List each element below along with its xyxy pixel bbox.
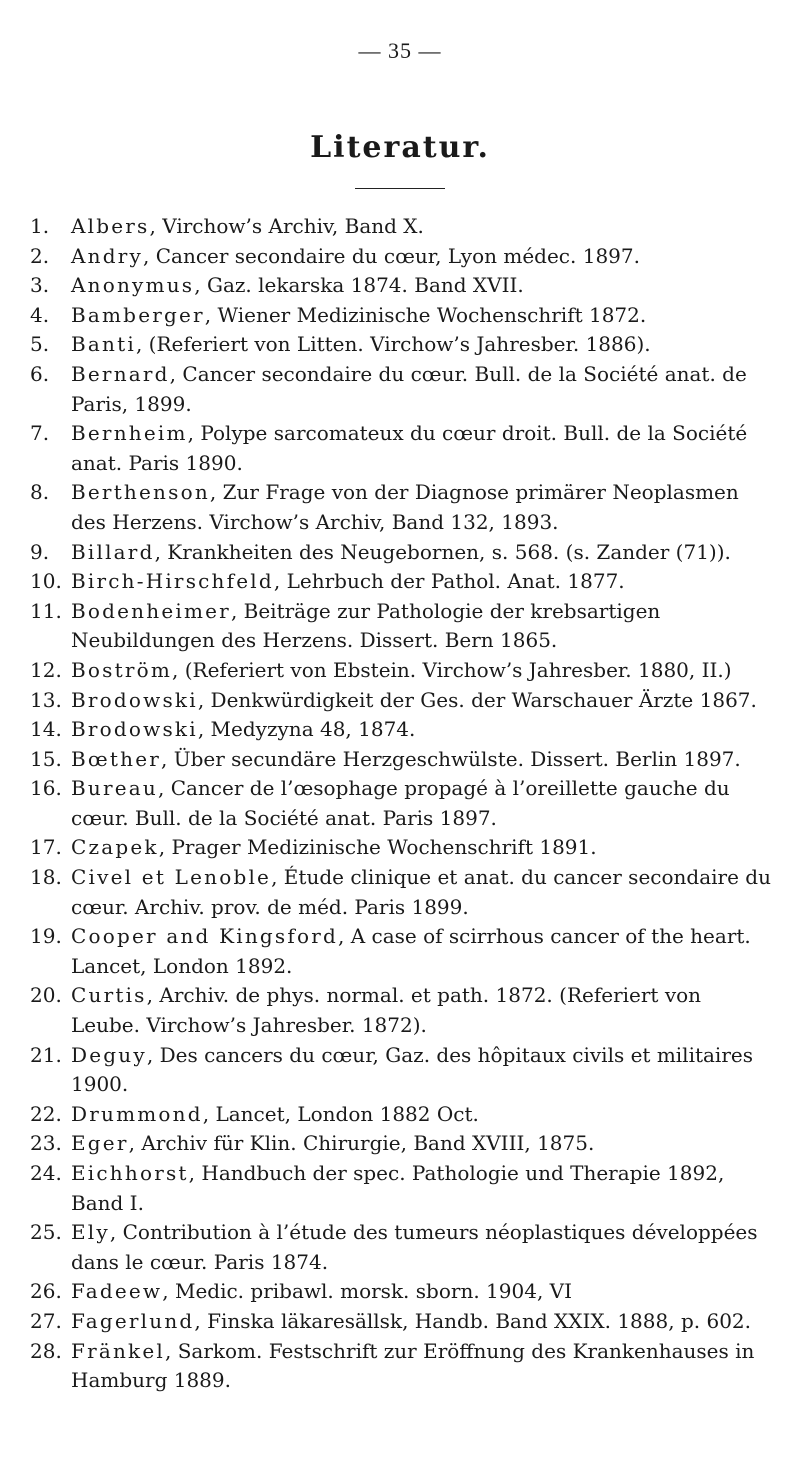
entry-number: 13.	[30, 687, 62, 712]
entry-citation: , Handbuch der spec. Pathologie und Therapie 1892, Band I.	[71, 1161, 725, 1215]
entry-author: Fränkel	[71, 1338, 165, 1363]
bibliography-entry	[30, 242, 775, 272]
entry-citation: , Gaz. lekarska 1874. Band XVII.	[194, 273, 524, 298]
entry-author: Bernard	[71, 361, 170, 386]
bibliography-entry	[30, 419, 775, 478]
entry-author: Berthenson	[71, 480, 210, 505]
entry-number: 15.	[30, 746, 62, 771]
entry-citation: , Denkwürdigkeit der Ges. der Warschauer Ärzte 1867.	[197, 687, 757, 712]
entry-number: 20.	[30, 983, 62, 1008]
entry-author: Bamberger	[71, 302, 205, 327]
entry-number: 27.	[30, 1308, 62, 1333]
bibliography-entry	[30, 1129, 775, 1159]
entry-citation: , Lancet, London 1882 Oct.	[202, 1101, 479, 1126]
bibliography-entry	[30, 656, 775, 686]
entry-citation: , Cancer secondaire du cœur. Bull. de la Société anat. de Paris, 1899.	[71, 361, 747, 416]
entry-citation: , Des cancers du cœur, Gaz. des hôpitaux civils et militaires 1900.	[71, 1042, 753, 1097]
entry-citation: , Zur Frage von der Diagnose primärer Neoplasmen des Herzens. Virchow’s Archiv, Band 132, 1893.	[71, 480, 739, 534]
entry-author: Fadeew	[71, 1279, 163, 1304]
bibliography-entry	[30, 1218, 775, 1277]
bibliography-entry	[30, 833, 775, 863]
entry-number: 11.	[30, 598, 62, 623]
bibliography-entry	[30, 301, 775, 331]
entry-citation: , Archiv. de phys. normal. et path. 1872. (Referiert von Leube. Virchow’s Jahresber. 1872).	[71, 983, 702, 1038]
entry-number: 25.	[30, 1220, 62, 1245]
entry-citation: , Finska läkaresällsk, Handb. Band XXIX. 1888, p. 602.	[194, 1308, 751, 1333]
entry-citation: , Über secundäre Herzgeschwülste. Dissert. Berlin 1897.	[161, 746, 741, 771]
entry-citation: , Étude clinique et anat. du cancer secondaire du cœur. Archiv. prov. de méd. Paris 1899.	[71, 865, 771, 919]
bibliography-entry	[30, 1337, 775, 1396]
entry-number: 22.	[30, 1101, 62, 1126]
bibliography-entry	[30, 1041, 775, 1100]
entry-author: Drummond	[71, 1101, 203, 1126]
entry-author: Bœther	[71, 746, 161, 771]
entry-number: 9.	[30, 539, 50, 564]
entry-number: 4.	[30, 302, 50, 327]
bibliography-entry	[30, 567, 775, 597]
entry-author: Cooper and Kingsford	[71, 924, 338, 949]
entry-author: Deguy	[71, 1042, 147, 1067]
entry-citation: , Wiener Medizinische Wochenschrift 1872.	[204, 302, 647, 327]
bibliography-entry	[30, 1100, 775, 1130]
entry-citation: , Medic. pribawl. morsk. sborn. 1904, VI	[162, 1279, 572, 1304]
bibliography-entry	[30, 538, 775, 568]
bibliography-entry	[30, 745, 775, 775]
entry-number: 23.	[30, 1131, 62, 1156]
entry-author: Anonymus	[71, 273, 195, 298]
entry-author: Billard	[71, 539, 155, 564]
entry-number: 24.	[30, 1161, 62, 1185]
entry-number: 26.	[30, 1279, 62, 1304]
entry-number: 19.	[30, 924, 62, 949]
entry-author: Ely	[71, 1220, 110, 1245]
entry-number: 1.	[30, 214, 50, 238]
bibliography-entry	[30, 1277, 775, 1307]
entry-citation: , Prager Medizinische Wochenschrift 1891.	[158, 835, 597, 860]
bibliography-entry	[30, 597, 775, 656]
entry-author: Fagerlund	[71, 1308, 195, 1333]
entry-author: Curtis	[71, 983, 147, 1008]
bibliography-entry	[30, 330, 775, 360]
entry-citation: , A case of scirrhous cancer of the heart. Lancet, London 1892.	[71, 924, 751, 978]
entry-number: 7.	[30, 421, 50, 446]
bibliography-entry	[30, 715, 775, 745]
bibliography-entry	[30, 271, 775, 301]
entry-number: 6.	[30, 361, 50, 386]
entry-citation: , Virchow’s Archiv, Band X.	[149, 214, 424, 238]
entry-citation: , Medyzyna 48, 1874.	[197, 717, 416, 742]
entry-citation: , Archiv für Klin. Chirurgie, Band XVIII, 1875.	[128, 1131, 595, 1156]
entry-number: 28.	[30, 1338, 62, 1363]
bibliography-entry	[30, 981, 775, 1040]
entry-number: 2.	[30, 243, 50, 268]
bibliography-entry	[30, 478, 775, 537]
entry-number: 14.	[30, 717, 62, 742]
entry-author: Brodowski	[71, 687, 198, 712]
entry-citation: , Krankheiten des Neugebornen, s. 568. (s. Zander (71)).	[154, 539, 731, 564]
bibliography-entry	[30, 922, 775, 981]
entry-author: Birch-Hirschfeld	[71, 569, 274, 594]
entry-citation: , (Referiert von Ebstein. Virchow’s Jahresber. 1880, II.)	[172, 657, 732, 682]
entry-citation: , (Referiert von Litten. Virchow’s Jahresber. 1886).	[135, 332, 651, 357]
bibliography-entry	[30, 686, 775, 716]
entry-citation: , Beiträge zur Pathologie der krebsartigen Neubildungen des Herzens. Dissert. Bern 1865.	[71, 598, 661, 653]
bibliography-entry	[30, 360, 775, 419]
entry-author: Czapek	[71, 835, 159, 860]
page-title: Literatur.	[310, 130, 490, 165]
entry-author: Civel et Lenoble	[71, 865, 272, 890]
entry-number: 3.	[30, 273, 50, 298]
entry-number: 5.	[30, 332, 50, 357]
entry-number: 12.	[30, 657, 62, 682]
bibliography-list	[30, 212, 775, 1396]
entry-author: Albers	[71, 214, 150, 238]
bibliography-entry	[30, 212, 775, 242]
entry-number: 21.	[30, 1042, 62, 1067]
entry-citation: , Polype sarcomateux du cœur droit. Bull. de la Société anat. Paris 1890.	[71, 421, 748, 475]
entry-author: Bureau	[71, 776, 158, 801]
entry-author: Eger	[71, 1131, 129, 1156]
entry-author: Banti	[71, 332, 136, 357]
entry-author: Brodowski	[71, 717, 198, 742]
entry-number: 10.	[30, 569, 62, 594]
entry-number: 17.	[30, 835, 62, 860]
entry-number: 18.	[30, 865, 62, 890]
entry-number: 16.	[30, 776, 62, 801]
bibliography-entry	[30, 863, 775, 922]
entry-citation: , Contribution à l’étude des tumeurs néoplastiques développées dans le cœur. Paris 1874.	[71, 1220, 758, 1274]
entry-author: Eichhorst	[71, 1161, 189, 1185]
bibliography-entry	[30, 1159, 775, 1218]
title-divider	[355, 188, 445, 189]
entry-citation: , Cancer de l’œsophage propagé à l’oreillette gauche du cœur. Bull. de la Société anat. Paris 1897.	[71, 776, 730, 830]
entry-author: Bodenheimer	[71, 598, 231, 623]
entry-author: Boström	[71, 657, 173, 682]
entry-citation: , Cancer secondaire du cœur, Lyon médec. 1897.	[143, 243, 640, 268]
entry-number: 8.	[30, 480, 50, 505]
entry-citation: , Sarkom. Festschrift zur Eröffnung des Krankenhauses in Hamburg 1889.	[71, 1338, 755, 1393]
entry-author: Andry	[71, 243, 143, 268]
bibliography-entry	[30, 1307, 775, 1337]
bibliography-entry	[30, 774, 775, 833]
entry-author: Bernheim	[71, 421, 188, 446]
entry-citation: , Lehrbuch der Pathol. Anat. 1877.	[273, 569, 625, 594]
page-number: — 35 —	[358, 38, 442, 63]
